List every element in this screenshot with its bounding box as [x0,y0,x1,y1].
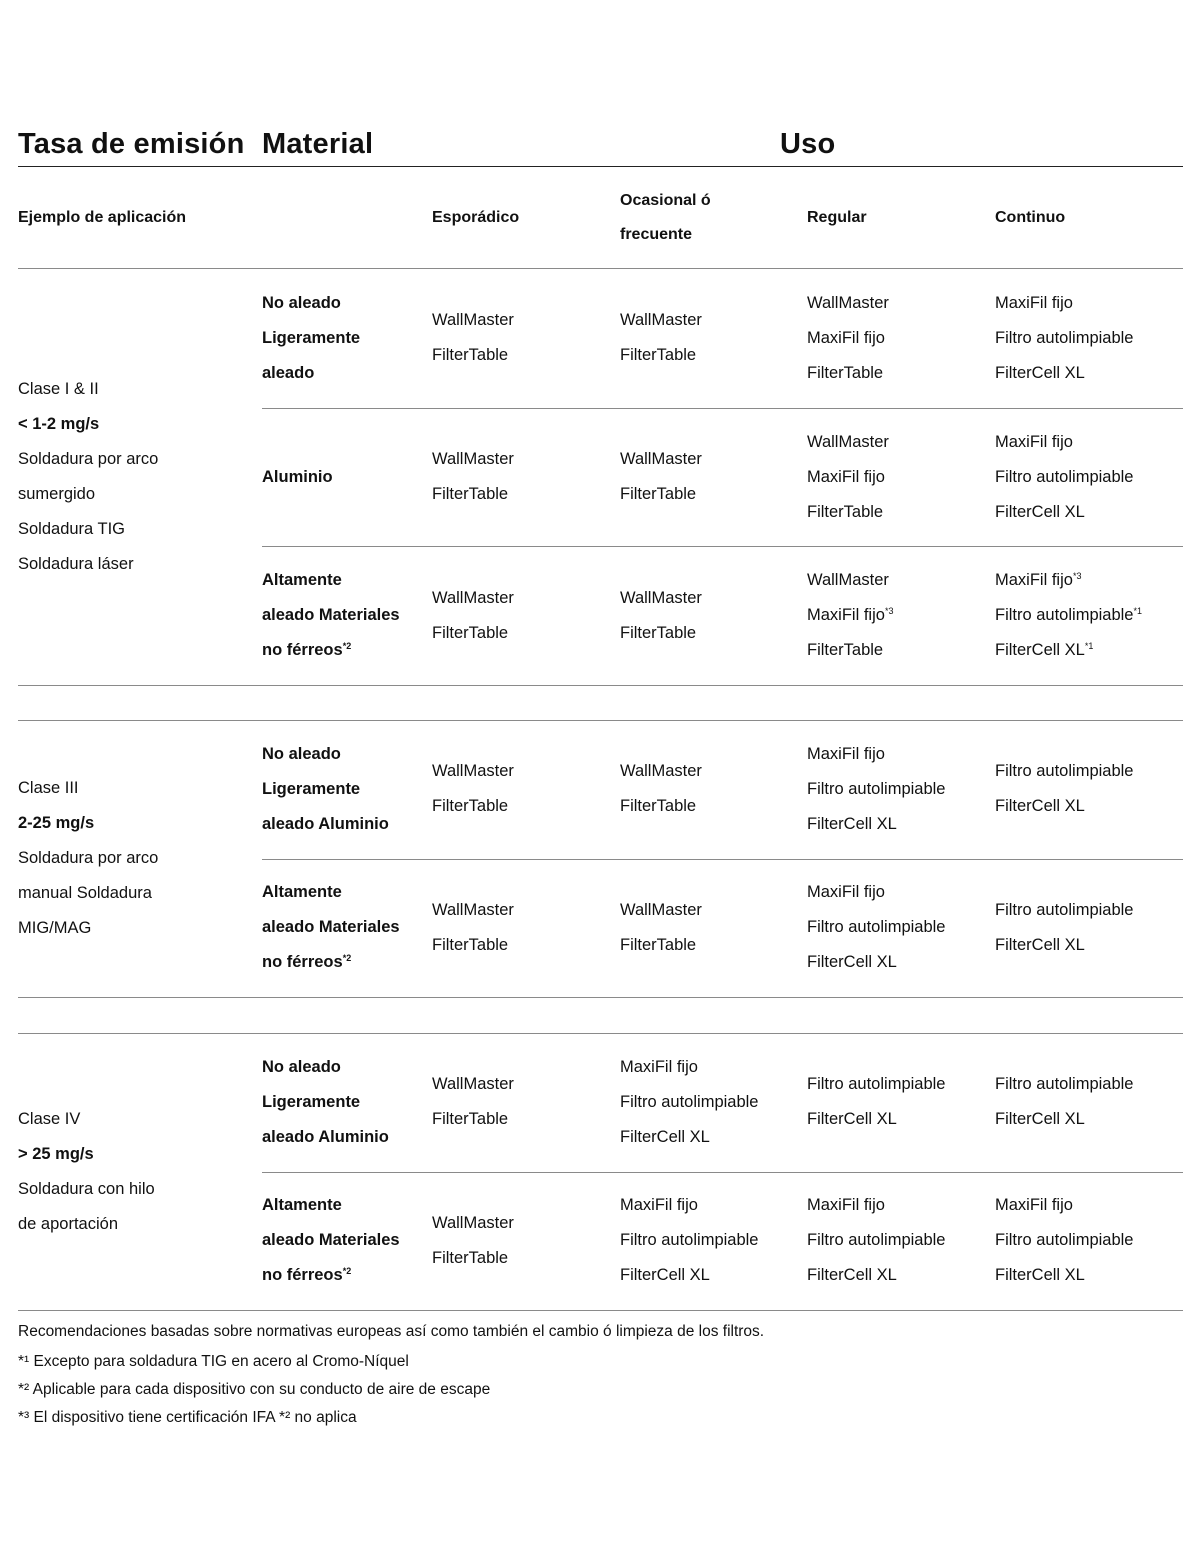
class-description-line: Clase IV [18,1109,81,1128]
occasional-product: FilterCell XL [620,1127,710,1146]
regular-product: FilterTable [807,363,884,382]
footnote-marker: *2 [342,641,352,652]
material-label: no férreos$^{*2}$ [262,641,352,660]
sporadic-product: FilterTable [432,1110,509,1129]
material-label: aleado Aluminio [262,1127,389,1146]
footnote-main: Recomendaciones basadas sobre normativas europeas así como también el cambio ó limpieza de los filtros. [18,1323,765,1340]
row-separator [262,408,1183,409]
row-separator [262,859,1183,860]
material-label: Altamente [262,571,342,590]
regular-product: MaxiFil fijo$^{*3}$ [807,606,894,625]
header-continuous: Continuo [995,209,1066,226]
footnote-marker: *2 [342,953,352,964]
continuous-product: Filtro autolimpiable [995,328,1134,347]
regular-product: Filtro autolimpiable [807,1075,946,1094]
sporadic-product: WallMaster [432,588,514,607]
class-description-line: Clase I & II [18,380,99,399]
continuous-product: MaxiFil fijo [995,1196,1073,1215]
occasional-product: WallMaster [620,900,702,919]
class-description-line: Soldadura láser [18,555,134,574]
material-label: aleado [262,363,315,382]
material-label: Ligeramente [262,779,361,798]
occasional-product: FilterCell XL [620,1266,710,1285]
column-header-row [18,182,1183,269]
class-description-line: > 25 mg/s [18,1144,94,1163]
continuous-product: Filtro autolimpiable [995,762,1134,781]
footnote-marker: *3 [884,606,894,617]
continuous-product: Filtro autolimpiable$^{*1}$ [995,606,1142,625]
continuous-product: Filtro autolimpiable [995,900,1134,919]
class-separator-top [18,720,1183,721]
continuous-product: MaxiFil fijo [995,293,1073,312]
sporadic-product: WallMaster [432,762,514,781]
sporadic-product: WallMaster [432,1075,514,1094]
material-label: Ligeramente [262,328,361,347]
regular-product: Filtro autolimpiable [807,918,946,937]
occasional-product: MaxiFil fijo [620,1057,698,1076]
regular-product: MaxiFil fijo [807,744,885,763]
material-label: No aleado [262,744,341,763]
occasional-product: Filtro autolimpiable [620,1092,759,1111]
regular-product: WallMaster [807,293,889,312]
footnotes [18,1318,1183,1432]
class-description-line: < 1-2 mg/s [18,415,100,434]
class-description-line: de aportación [18,1214,118,1233]
continuous-product: FilterCell XL [995,363,1085,382]
material-label: No aleado [262,1057,341,1076]
class-description-line: Soldadura por arco [18,450,159,469]
material-label: no férreos$^{*2}$ [262,953,352,972]
continuous-product: FilterCell XL [995,502,1085,521]
sporadic-product: FilterTable [432,485,509,504]
continuous-product: MaxiFil fijo$^{*3}$ [995,571,1082,590]
footnote-marker: *2 [342,1266,352,1277]
class-description-line: Clase III [18,779,79,797]
regular-product: MaxiFil fijo [807,883,885,902]
class-separator-top [18,1033,1183,1034]
regular-product: MaxiFil fijo [807,467,885,486]
continuous-product: Filtro autolimpiable [995,1231,1134,1250]
regular-product: Filtro autolimpiable [807,1231,946,1250]
sporadic-product: FilterTable [432,935,509,954]
material-label: Altamente [262,1196,342,1215]
row-separator [262,1172,1183,1173]
class-description-line: sumergido [18,485,96,504]
title-usage: Uso [780,128,836,160]
sporadic-product: WallMaster [432,450,514,469]
material-label: no férreos$^{*2}$ [262,1266,352,1285]
material-label: Altamente [262,883,342,902]
class-separator-bottom [18,1310,1183,1311]
class-separator-bottom [18,997,1183,998]
continuous-product: Filtro autolimpiable [995,1075,1134,1094]
class-description-line: Soldadura con hilo [18,1179,155,1198]
regular-product: FilterTable [807,641,884,660]
material-label: No aleado [262,293,341,312]
sporadic-product: FilterTable [432,1248,509,1267]
header-application-example: Ejemplo de aplicación [18,209,187,226]
regular-product: FilterCell XL [807,953,897,972]
occasional-product: FilterTable [620,623,697,642]
footnote-1: *¹ Excepto para soldadura TIG en acero al Cromo-Níquel [18,1353,409,1370]
continuous-product: FilterCell XL [995,1266,1085,1285]
occasional-product: MaxiFil fijo [620,1196,698,1215]
regular-product: MaxiFil fijo [807,1196,885,1215]
occasional-product: FilterTable [620,346,697,365]
footnote-marker: *3 [1072,571,1082,582]
regular-product: FilterCell XL [807,814,897,833]
material-label: aleado Aluminio [262,814,389,833]
occasional-product: Filtro autolimpiable [620,1231,759,1250]
material-label: aleado Materiales [262,606,400,625]
title-emission-rate: Tasa de emisión [18,128,245,160]
footnote-3: *³ El dispositivo tiene certificación IFA *² no aplica [18,1409,357,1426]
footnote-marker: *1 [1084,641,1094,652]
header-regular: Regular [807,209,867,226]
continuous-product: MaxiFil fijo [995,432,1073,451]
occasional-product: WallMaster [620,588,702,607]
occasional-product: FilterTable [620,485,697,504]
regular-product: MaxiFil fijo [807,328,885,347]
regular-product: FilterTable [807,502,884,521]
occasional-product: WallMaster [620,450,702,469]
sporadic-product: WallMaster [432,1213,514,1232]
occasional-product: WallMaster [620,311,702,330]
occasional-product: FilterTable [620,935,697,954]
class-separator-bottom [18,685,1183,686]
continuous-product: FilterCell XL$^{*1}$ [995,641,1094,660]
regular-product: WallMaster [807,571,889,590]
header-occasional: Ocasional ó frecuente [620,192,711,243]
occasional-product: WallMaster [620,762,702,781]
class-description-line: 2-25 mg/s [18,814,95,832]
class-description-line: MIG/MAG [18,919,92,937]
sporadic-product: FilterTable [432,346,509,365]
sporadic-product: WallMaster [432,900,514,919]
material-label: aleado Materiales [262,1231,400,1250]
material-label: aleado Materiales [262,918,400,937]
footnote-2: *² Aplicable para cada dispositivo con su conducto de aire de escape [18,1381,491,1398]
footnote-marker: *1 [1133,606,1142,617]
table-title-row [18,128,1183,167]
regular-product: FilterCell XL [807,1110,897,1129]
sporadic-product: FilterTable [432,797,509,816]
class-description-line: Soldadura por arco [18,849,159,867]
row-separator [262,546,1183,547]
material-label: Ligeramente [262,1092,361,1111]
continuous-product: FilterCell XL [995,935,1085,954]
material-label: Aluminio [262,467,333,486]
sporadic-product: FilterTable [432,623,509,642]
regular-product: Filtro autolimpiable [807,779,946,798]
sporadic-product: WallMaster [432,311,514,330]
title-material: Material [262,128,374,160]
class-description-line: manual Soldadura [18,884,152,902]
continuous-product: FilterCell XL [995,1110,1085,1129]
occasional-product: FilterTable [620,797,697,816]
header-sporadic: Esporádico [432,209,520,226]
class-description-line: Soldadura TIG [18,520,126,539]
regular-product: WallMaster [807,432,889,451]
continuous-product: FilterCell XL [995,797,1085,816]
regular-product: FilterCell XL [807,1266,897,1285]
continuous-product: Filtro autolimpiable [995,467,1134,486]
